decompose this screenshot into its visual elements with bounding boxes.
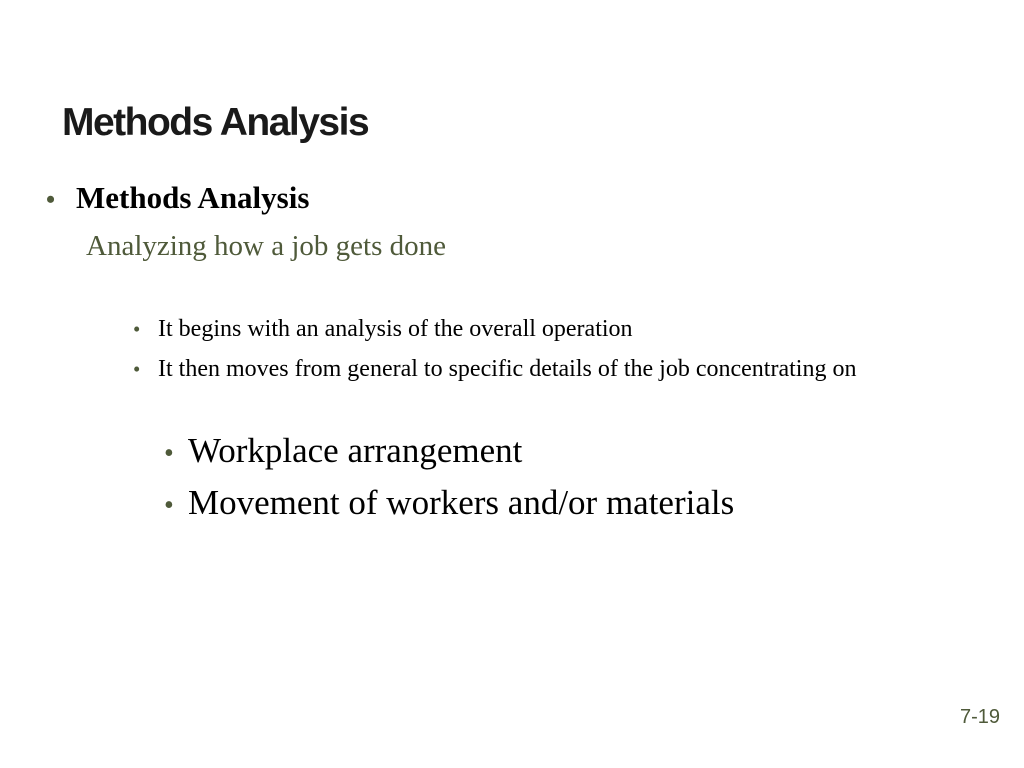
main-bullet-text: Methods Analysis bbox=[76, 180, 310, 215]
main-bullet-subtitle: Analyzing how a job gets done bbox=[86, 230, 447, 262]
detail-bullet bbox=[164, 427, 522, 478]
sub-bullet bbox=[133, 311, 878, 347]
bullet-marker: • bbox=[164, 438, 174, 469]
detail-bullet-text: Movement of workers and/or materials bbox=[188, 483, 735, 522]
detail-bullet bbox=[164, 479, 734, 530]
bullet-marker: • bbox=[164, 490, 174, 521]
page-number: 7-19 bbox=[959, 706, 1000, 728]
bullet-marker: • bbox=[133, 357, 141, 381]
sub-bullet-text: It then moves from general to specific details of the job concentrating on bbox=[158, 356, 857, 382]
bullet-marker: • bbox=[46, 185, 56, 214]
bullet-marker: • bbox=[133, 317, 141, 341]
sub-bullet-text: It begins with an analysis of the overall operation bbox=[158, 316, 633, 342]
slide-title: Methods Analysis bbox=[62, 101, 369, 144]
sub-bullet bbox=[133, 351, 878, 387]
main-bullet bbox=[46, 178, 309, 220]
detail-bullet-text: Workplace arrangement bbox=[188, 431, 523, 470]
